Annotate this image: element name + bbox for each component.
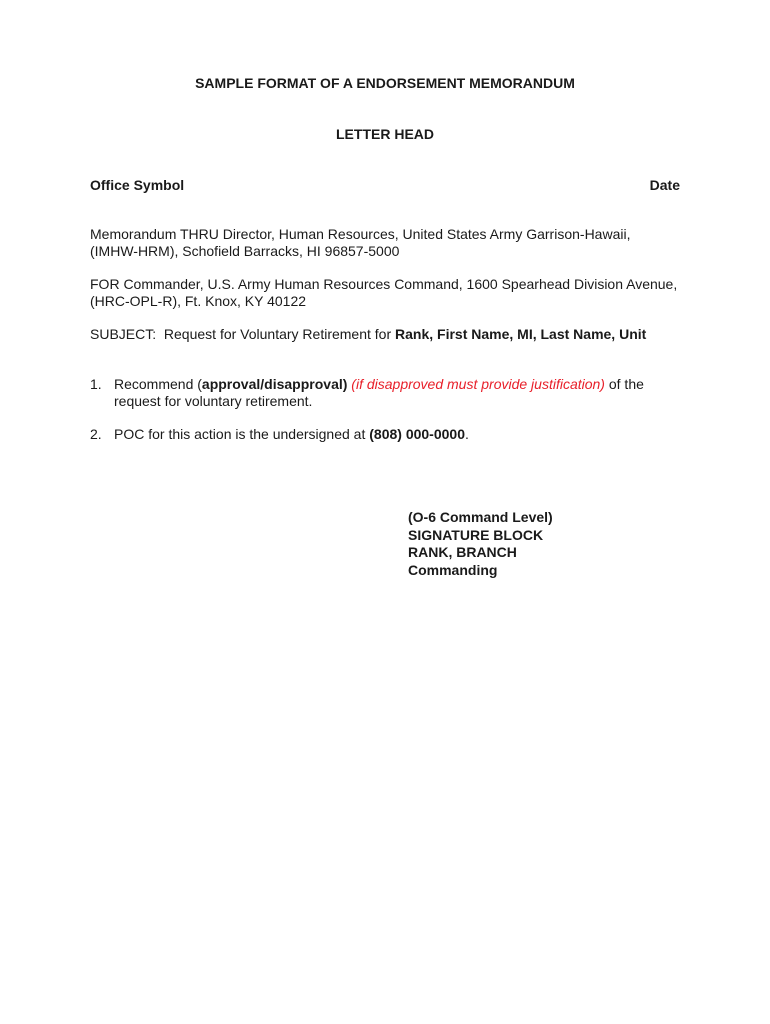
signature-line-2: SIGNATURE BLOCK: [408, 526, 544, 543]
subject-prefix: SUBJECT: Request for Voluntary Retirement for: [90, 326, 396, 342]
item-text: [114, 426, 690, 443]
subject-name: Rank, First Name, MI, Last Name, Unit: [395, 326, 647, 342]
for-line-2: (HRC-OPL-R), Ft. Knox, KY 40122: [90, 293, 307, 309]
item-bold: approval/disapproval): [201, 376, 348, 392]
list-item-1: [90, 376, 690, 410]
list-item-2: [90, 426, 690, 443]
office-date-row: [90, 177, 680, 193]
thru-line-1: Memorandum THRU Director, Human Resources, United States Army Garrison-Hawaii,: [90, 226, 631, 242]
item-text-b: of the: [604, 376, 644, 392]
for-paragraph: [90, 276, 690, 310]
subject-line: [90, 326, 690, 343]
office-symbol: Office Symbol: [90, 177, 185, 193]
thru-paragraph: [90, 226, 690, 260]
item-bold: (808) 000-0000: [369, 426, 465, 442]
item-number: 2.: [90, 426, 102, 442]
item-text-b: .: [465, 426, 469, 442]
signature-line-4: Commanding: [408, 561, 498, 578]
for-line-1: FOR Commander, U.S. Army Human Resources Command, 1600 Spearhead Division Avenue,: [90, 276, 678, 292]
item-text-a: Recommend (: [114, 376, 202, 392]
thru-line-2: (IMHW-HRM), Schofield Barracks, HI 96857-5000: [90, 243, 400, 259]
item-text-a: POC for this action is the undersigned at: [114, 426, 370, 442]
item-red-note: (if disapproved must provide justification): [347, 376, 605, 392]
signature-line-3: RANK, BRANCH: [408, 544, 517, 560]
letterhead: LETTER HEAD: [336, 126, 434, 142]
item-line-2: request for voluntary retirement.: [114, 393, 313, 409]
signature-line-1: (O-6 Command Level): [408, 509, 553, 525]
document-title: SAMPLE FORMAT OF A ENDORSEMENT MEMORANDUM: [195, 75, 575, 91]
date-label: Date: [649, 177, 680, 193]
item-text: [114, 376, 690, 410]
item-number: 1.: [90, 376, 102, 392]
signature-block: [408, 509, 553, 579]
